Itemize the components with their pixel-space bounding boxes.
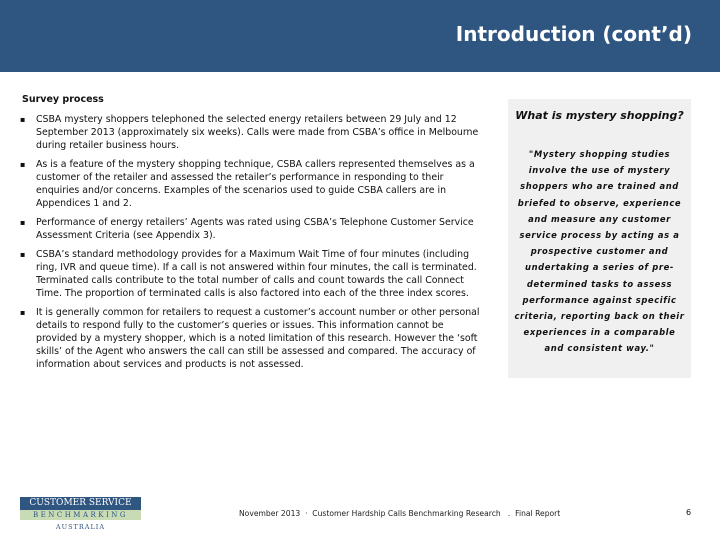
page-number: 6 xyxy=(686,508,692,517)
header-bar xyxy=(0,0,720,72)
section-heading: Survey process xyxy=(22,94,104,105)
footer-text: November 2013 · Customer Hardship Calls Benchmarking Research . Final Report xyxy=(239,509,561,518)
list-item xyxy=(20,248,482,300)
logo-line-1: CUSTOMER SERVICE xyxy=(20,497,141,510)
list-item xyxy=(20,216,482,242)
logo-line-2: BENCHMARKING xyxy=(20,510,141,520)
list-item xyxy=(20,158,482,210)
sidebar-box xyxy=(508,99,691,378)
list-item xyxy=(20,306,482,371)
page-title: Introduction (cont’d) xyxy=(455,22,692,46)
company-logo xyxy=(20,497,141,535)
bullet-icon: ▪ xyxy=(20,218,26,227)
bullet-list xyxy=(20,113,482,377)
sidebar-quote: "Mystery shopping studies involve the use of mystery shoppers who are trained and briefed to observe, experience and measure any customer service process by acting as a prospective customer and undertaking a series of pre-determined tasks to assess performance against specific criteria, reporting back on their experiences in a comparable and consistent way." xyxy=(514,149,685,354)
bullet-icon: ▪ xyxy=(20,115,26,124)
sidebar-title: What is mystery shopping? xyxy=(515,109,684,122)
bullet-icon: ▪ xyxy=(20,308,26,317)
list-item-text: CSBA’s standard methodology provides for a Maximum Wait Time of four minutes (including ring, IVR and queue time). If a call is not answered within four minutes, the call is terminated. Terminated calls contribute to the total number of calls and count towards the call Connect Time. The proportion of terminated calls is also factored into each of the three index scores. xyxy=(36,249,477,299)
list-item-text: CSBA mystery shoppers telephoned the selected energy retailers between 29 July and 12 September 2013 (approximately six weeks). Calls were made from CSBA’s office in Melbourne during retailer business hours. xyxy=(36,114,479,151)
bullet-icon: ▪ xyxy=(20,250,26,259)
list-item xyxy=(20,113,482,152)
list-item-text: As is a feature of the mystery shopping technique, CSBA callers represented themselves as a customer of the retailer and assessed the retailer’s performance in responding to their enquiries and/or concerns. Examples of the scenarios used to guide CSBA callers are in Appendices 1 and 2. xyxy=(36,159,475,209)
bullet-icon: ▪ xyxy=(20,160,26,169)
logo-line-3: AUSTRALIA xyxy=(55,523,106,531)
list-item-text: It is generally common for retailers to request a customer’s account number or other personal details to respond fully to the customer’s queries or issues. This information cannot be provided by a mystery shopper, which is a noted limitation of this research. However the ‘soft skills’ of the Agent who answers the call can still be assessed and compared. The accuracy of information about services and products is not assessed. xyxy=(36,307,480,370)
list-item-text: Performance of energy retailers’ Agents was rated using CSBA’s Telephone Customer Service Assessment Criteria (see Appendix 3). xyxy=(36,217,474,241)
